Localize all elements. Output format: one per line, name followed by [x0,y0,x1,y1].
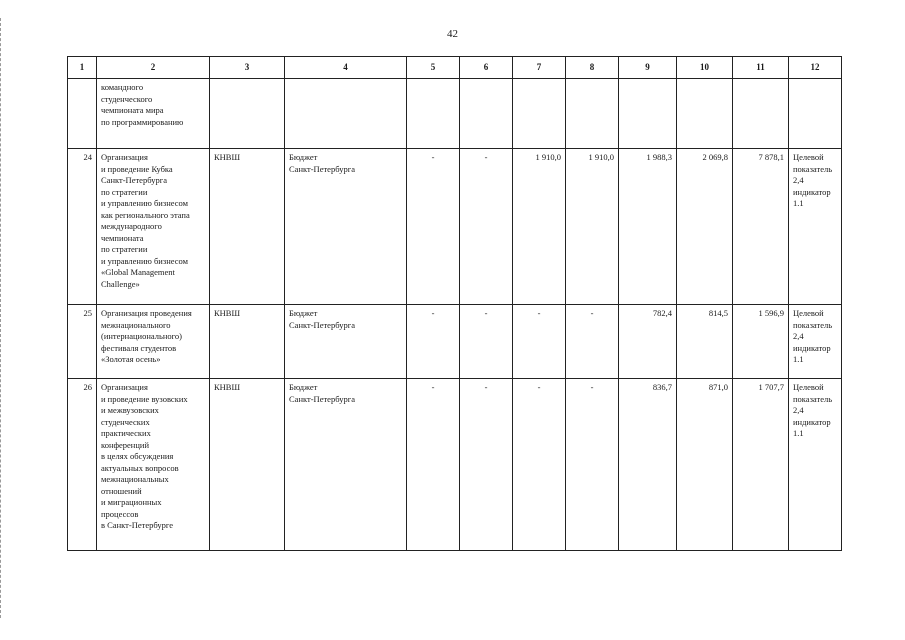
value-cell: 871,0 [677,379,733,551]
funding-source-cell: Бюджет Санкт-Петербурга [285,379,407,551]
column-header: 1 [68,57,97,79]
value-cell: 7 878,1 [733,149,789,305]
value-cell [619,79,677,149]
column-header: 7 [513,57,566,79]
row-number [68,79,97,149]
column-header: 9 [619,57,677,79]
table-row [68,379,842,551]
value-cell: 836,7 [619,379,677,551]
indicator-cell: Целевой показатель 2,4 индикатор 1.1 [789,305,842,379]
indicator-cell: Целевой показатель 2,4 индикатор 1.1 [789,149,842,305]
value-cell: - [566,379,619,551]
value-cell: 1 910,0 [513,149,566,305]
activity-name: командного студенческого чемпионата мира по программированию [97,79,210,149]
column-header: 11 [733,57,789,79]
column-header: 4 [285,57,407,79]
activity-name: Организация проведения межнационального (интернационального) фестиваля студентов «Золотая осень» [97,305,210,379]
column-header: 6 [460,57,513,79]
funding-source-cell: Бюджет Санкт-Петербурга [285,305,407,379]
executor-cell [210,79,285,149]
indicator-cell [789,79,842,149]
executor-cell: КНВШ [210,379,285,551]
executor-cell: КНВШ [210,149,285,305]
column-header: 2 [97,57,210,79]
table-row [68,149,842,305]
value-cell: 2 069,8 [677,149,733,305]
value-cell: 814,5 [677,305,733,379]
value-cell: - [407,149,460,305]
activity-name: Организация и проведение вузовских и межвузовских студенческих практических конференций в целях обсуждения актуальных вопросов межнациональных отношений и миграционных процессов в Санкт-Петербурге [97,379,210,551]
value-cell: 1 596,9 [733,305,789,379]
activity-name: Организация и проведение Кубка Санкт-Петербурга по стратегии и управлению бизнесом как регионального этапа международного чемпионата по стратегии и управлению бизнесом «Global Management Challenge» [97,149,210,305]
header-row [68,57,842,79]
row-number: 25 [68,305,97,379]
row-number: 24 [68,149,97,305]
value-cell: - [460,379,513,551]
value-cell [513,79,566,149]
column-header: 3 [210,57,285,79]
value-cell: - [460,149,513,305]
column-header: 8 [566,57,619,79]
page-number: 42 [447,28,458,40]
funding-source-cell: Бюджет Санкт-Петербурга [285,149,407,305]
value-cell: - [566,305,619,379]
program-table [67,56,842,551]
value-cell [566,79,619,149]
value-cell: 1 988,3 [619,149,677,305]
value-cell: 1 707,7 [733,379,789,551]
row-number: 26 [68,379,97,551]
table-row [68,305,842,379]
table-row [68,79,842,149]
value-cell: - [460,305,513,379]
value-cell [407,79,460,149]
page-edge-line [0,18,2,618]
value-cell: 782,4 [619,305,677,379]
value-cell [677,79,733,149]
column-header: 10 [677,57,733,79]
value-cell: - [407,305,460,379]
executor-cell: КНВШ [210,305,285,379]
value-cell [733,79,789,149]
column-header: 12 [789,57,842,79]
value-cell: - [513,379,566,551]
funding-source-cell [285,79,407,149]
value-cell [460,79,513,149]
indicator-cell: Целевой показатель 2,4 индикатор 1.1 [789,379,842,551]
value-cell: 1 910,0 [566,149,619,305]
value-cell: - [407,379,460,551]
value-cell: - [513,305,566,379]
column-header: 5 [407,57,460,79]
